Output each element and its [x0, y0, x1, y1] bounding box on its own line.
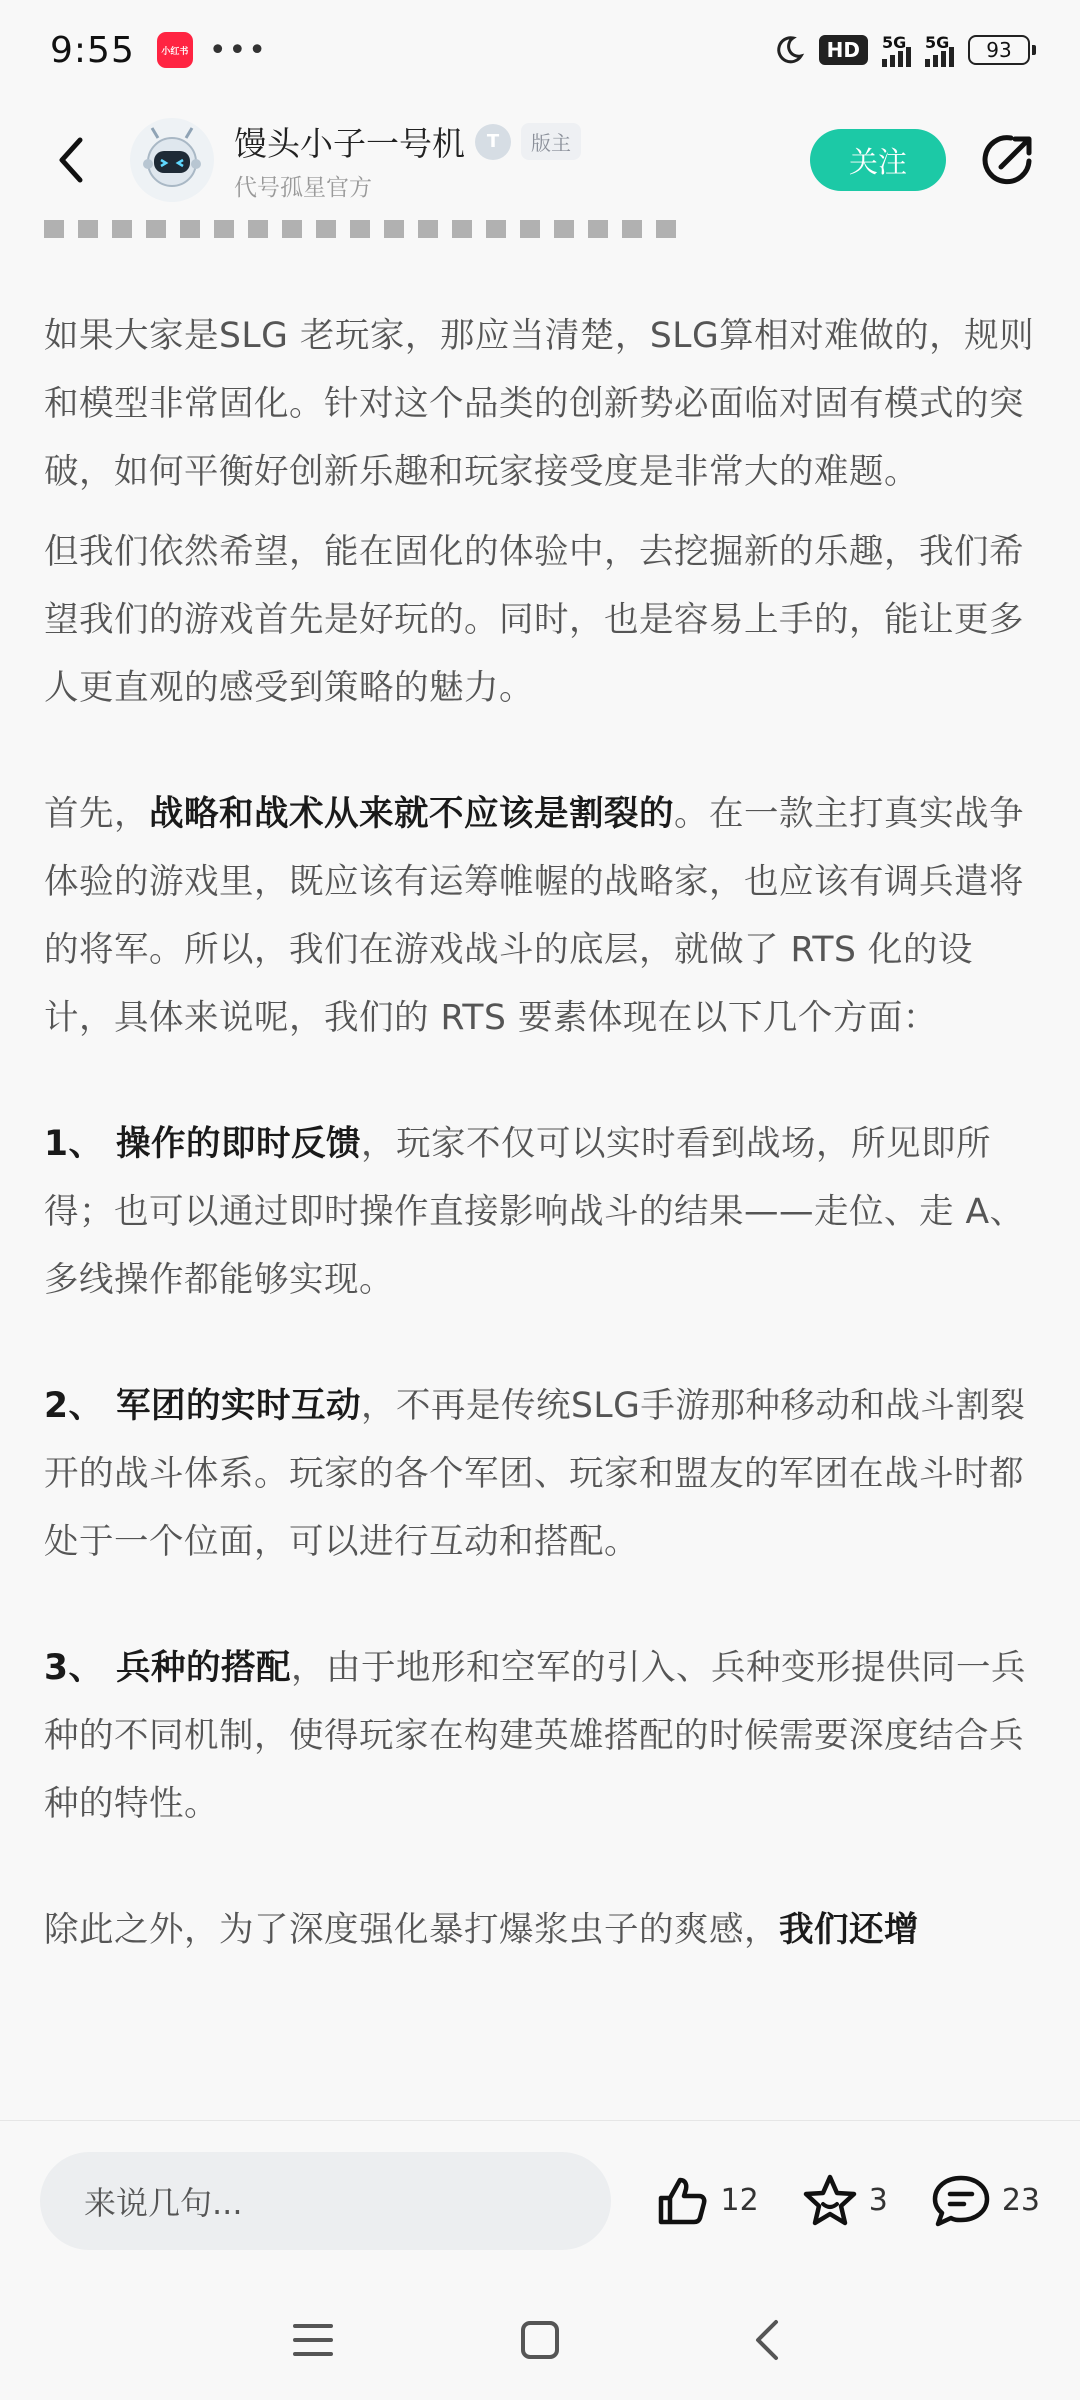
back-icon	[52, 134, 88, 186]
status-time: 9:55	[50, 29, 135, 71]
paragraph-7: 除此之外，为了深度强化暴打爆浆虫子的爽感，我们还增	[44, 1910, 919, 1950]
follow-button[interactable]: 关注	[810, 129, 946, 191]
system-nav-bar	[0, 2280, 1080, 2400]
menu-icon	[293, 2322, 333, 2358]
battery-icon: 93	[968, 35, 1030, 65]
highlight-text: 1、 操作的即时反馈	[44, 1124, 362, 1164]
paragraph-4: 1、 操作的即时反馈，玩家不仅可以实时看到战场，所见即所得；也可以通过即时操作直接影响战斗的结果——走位、走 A、多线操作都能够实现。	[44, 1124, 1025, 1300]
paragraph-3: 首先，战略和战术从来就不应该是割裂的。在一款主打真实战争体验的游戏里，既应该有运筹帷幄的战略家，也应该有调兵遣将的将军。所以，我们在游戏战斗的底层，就做了 RTS 化的设计，具体来说呢，我们的 RTS 要素体现在以下几个方面：	[44, 794, 1024, 1038]
comment-count: 23	[1001, 2183, 1040, 2218]
moderator-badge: 版主	[521, 123, 581, 160]
comment-input[interactable]: 来说几句...	[40, 2152, 611, 2250]
like-button[interactable]	[653, 2172, 759, 2230]
highlight-text: 战略和战术从来就不应该是割裂的	[149, 794, 674, 834]
user-name[interactable]: 馒头小子一号机	[234, 124, 465, 163]
menu-button[interactable]	[273, 2300, 353, 2380]
avatar[interactable]	[130, 118, 214, 202]
back-nav-icon	[752, 2318, 782, 2362]
star-icon	[801, 2172, 859, 2230]
bottom-action-bar	[0, 2120, 1080, 2280]
hd-voice-icon: HD	[819, 35, 868, 65]
paragraph-5: 2、 军团的实时互动，不再是传统SLG手游那种移动和战斗割裂开的战斗体系。玩家的各个军团、玩家和盟友的军团在战斗时都处于一个位面，可以进行互动和搭配。	[44, 1386, 1026, 1562]
like-icon	[653, 2172, 711, 2230]
like-count: 12	[720, 2183, 759, 2218]
paragraph-2: 但我们依然希望，能在固化的体验中，去挖掘新的乐趣，我们希望我们的游戏首先是好玩的。同时，也是容易上手的，能让更多人更直观的感受到策略的魅力。	[44, 532, 1024, 708]
favorite-button[interactable]	[801, 2172, 888, 2230]
user-info[interactable]	[234, 118, 581, 202]
moon-icon	[773, 34, 805, 66]
clipped-text-line	[44, 220, 1036, 244]
signal-icon-2: 5G	[925, 33, 954, 67]
favorite-count: 3	[868, 2183, 888, 2218]
status-indicators	[773, 33, 1030, 67]
xiaohongshu-app-icon: 小红书	[157, 32, 193, 68]
more-notifications-icon: •••	[208, 32, 268, 68]
home-icon	[520, 2320, 560, 2360]
highlight-text: 我们还增	[779, 1910, 919, 1950]
robot-avatar-icon	[136, 124, 208, 196]
back-nav-button[interactable]	[727, 2300, 807, 2380]
post-header	[0, 100, 1080, 220]
share-icon	[979, 131, 1037, 189]
level-badge: T	[475, 124, 511, 160]
status-bar	[0, 0, 1080, 100]
paragraph-6: 3、 兵种的搭配，由于地形和空军的引入、兵种变形提供同一兵种的不同机制，使得玩家在构建英雄搭配的时候需要深度结合兵种的特性。	[44, 1648, 1027, 1824]
back-button[interactable]	[40, 130, 100, 190]
highlight-text: 3、 兵种的搭配	[44, 1648, 292, 1688]
share-button[interactable]	[976, 128, 1040, 192]
highlight-text: 2、 军团的实时互动	[44, 1386, 362, 1426]
post-content	[0, 220, 1080, 2120]
comment-button[interactable]	[930, 2172, 1040, 2230]
user-subtitle: 代号孤星官方	[234, 175, 372, 201]
paragraph-1: 如果大家是SLG 老玩家，那应当清楚，SLG算相对难做的，规则和模型非常固化。针对这个品类的创新势必面临对固有模式的突破，如何平衡好创新乐趣和玩家接受度是非常大的难题。	[44, 316, 1035, 492]
home-button[interactable]	[500, 2300, 580, 2380]
comment-icon	[930, 2172, 992, 2230]
signal-icon-1: 5G	[882, 33, 911, 67]
